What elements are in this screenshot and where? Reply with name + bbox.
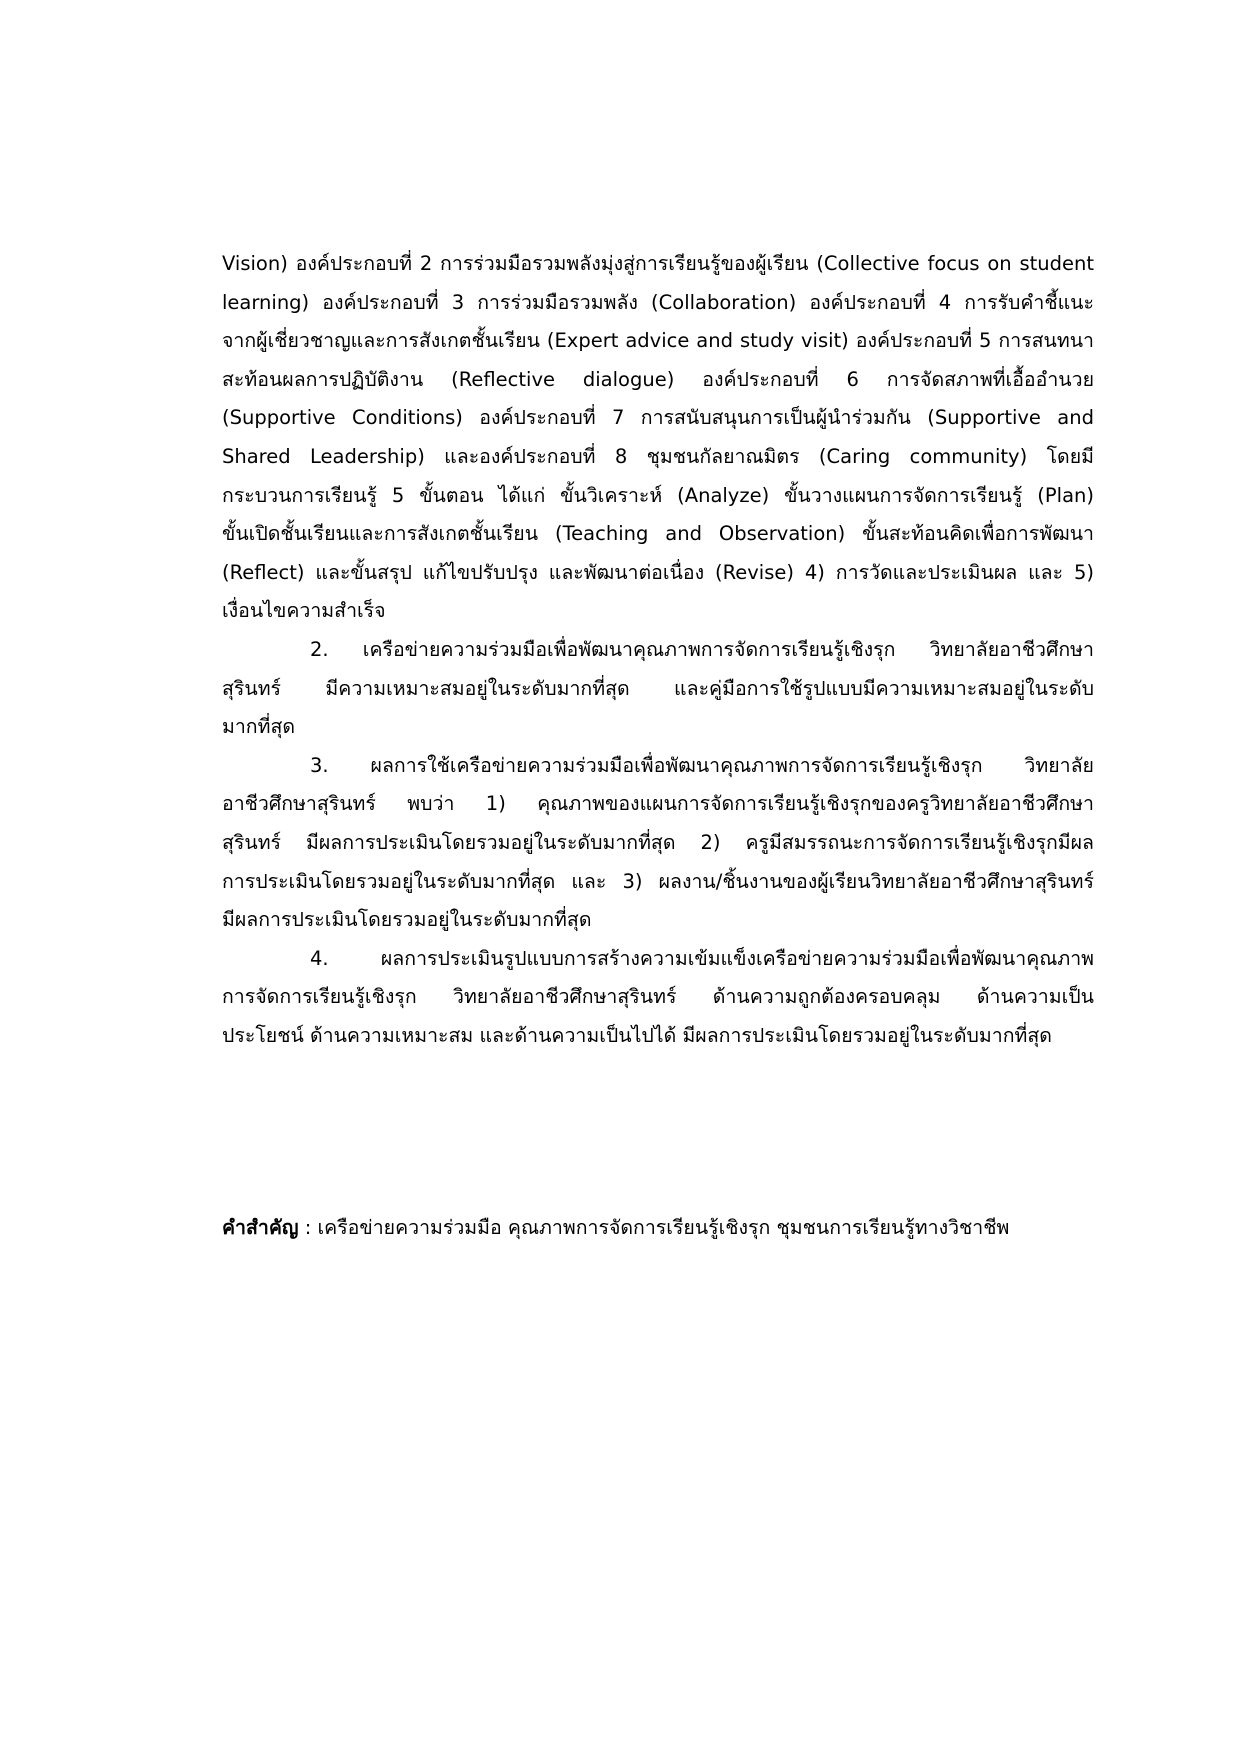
paragraph-components: [222, 245, 1094, 631]
result-item-3: [222, 747, 1094, 940]
paragraph-line: learning) องค์ประกอบที่ 3 การร่วมมือรวมพลัง (Collaboration) องค์ประกอบที่ 4 การรับคำชี้แนะ: [222, 290, 1094, 314]
keywords-separator: :: [298, 1216, 318, 1239]
result-line: มากที่สุด: [222, 715, 296, 739]
abstract-body: [222, 245, 1094, 1055]
result-line: 2. เครือข่ายความร่วมมือเพื่อพัฒนาคุณภาพการจัดการเรียนรู้เชิงรุก วิทยาลัยอาชีวศึกษา: [310, 637, 1094, 661]
paragraph-line: Shared Leadership) และองค์ประกอบที่ 8 ชุมชนกัลยาณมิตร (Caring community) โดยมี: [222, 444, 1094, 468]
result-item-2: [222, 631, 1094, 747]
paragraph-line: จากผู้เชี่ยวชาญและการสังเกตชั้นเรียน (Expert advice and study visit) องค์ประกอบที่ 5 การสนทนา: [222, 329, 1094, 353]
keywords-label: คำสำคัญ: [222, 1216, 299, 1239]
paragraph-line: สะท้อนผลการปฏิบัติงาน (Reflective dialogue) องค์ประกอบที่ 6 การจัดสภาพที่เอื้ออำนวย: [222, 367, 1094, 391]
result-line: สุรินทร์ มีผลการประเมินโดยรวมอยู่ในระดับมากที่สุด 2) ครูมีสมรรถนะการจัดการเรียนรู้เชิงรุกมีผล: [222, 830, 1094, 854]
result-line: สุรินทร์ มีความเหมาะสมอยู่ในระดับมากที่สุด และคู่มือการใช้รูปแบบมีความเหมาะสมอยู่ในระดับ: [222, 676, 1094, 700]
result-line: ประโยชน์ ด้านความเหมาะสม และด้านความเป็นไปได้ มีผลการประเมินโดยรวมอยู่ในระดับมากที่สุด: [222, 1023, 1052, 1047]
keywords-text: เครือข่ายความร่วมมือ คุณภาพการจัดการเรียนรู้เชิงรุก ชุมชนการเรียนรู้ทางวิชาชีพ: [317, 1216, 1010, 1239]
paragraph-line: Vision) องค์ประกอบที่ 2 การร่วมมือรวมพลังมุ่งสู่การเรียนรู้ของผู้เรียน (Collective focus on student: [222, 252, 1094, 275]
paragraph-line: ขั้นเปิดชั้นเรียนและการสังเกตชั้นเรียน (Teaching and Observation) ขั้นสะท้อนคิดเพื่อการพัฒนา: [222, 522, 1094, 546]
result-line: การประเมินโดยรวมอยู่ในระดับมากที่สุด และ 3) ผลงาน/ชิ้นงานของผู้เรียนวิทยาลัยอาชีวศึกษาสุรินทร์: [222, 869, 1094, 893]
paragraph-line: (Reflect) และขั้นสรุป แก้ไขปรับปรุง และพัฒนาต่อเนื่อง (Revise) 4) การวัดและประเมินผล และ 5): [222, 560, 1094, 584]
result-item-4: [222, 940, 1094, 1056]
paragraph-line: (Supportive Conditions) องค์ประกอบที่ 7 การสนับสนุนการเป็นผู้นำร่วมกัน (Supportive and: [222, 406, 1094, 430]
result-line: อาชีวศึกษาสุรินทร์ พบว่า 1) คุณภาพของแผนการจัดการเรียนรู้เชิงรุกของครูวิทยาลัยอาชีวศึกษา: [222, 792, 1094, 816]
paragraph-line: เงื่อนไขความสำเร็จ: [222, 599, 386, 623]
result-line: การจัดการเรียนรู้เชิงรุก วิทยาลัยอาชีวศึกษาสุรินทร์ ด้านความถูกต้องครอบคลุม ด้านความเป็น: [222, 985, 1094, 1009]
paragraph-line: กระบวนการเรียนรู้ 5 ขั้นตอน ได้แก่ ขั้นวิเคราะห์ (Analyze) ขั้นวางแผนการจัดการเรียนรู้ (Plan): [222, 483, 1094, 507]
result-line: 4. ผลการประเมินรูปแบบการสร้างความเข้มแข็งเครือข่ายความร่วมมือเพื่อพัฒนาคุณภาพ: [310, 946, 1094, 970]
result-line: 3. ผลการใช้เครือข่ายความร่วมมือเพื่อพัฒนาคุณภาพการจัดการเรียนรู้เชิงรุก วิทยาลัย: [310, 753, 1094, 777]
keywords-line: [222, 1209, 1094, 1248]
result-line: มีผลการประเมินโดยรวมอยู่ในระดับมากที่สุด: [222, 908, 592, 932]
